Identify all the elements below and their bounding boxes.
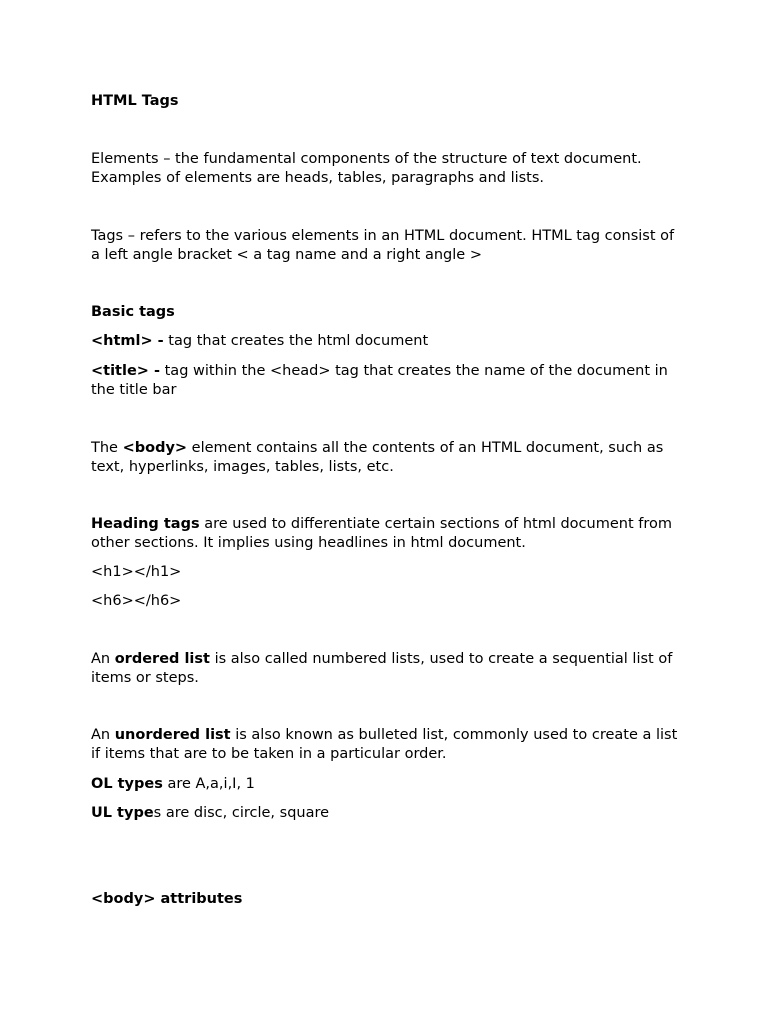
ol-types-line (91, 775, 691, 794)
body-element-text: element contains all the contents of an HTML document, such as (187, 440, 664, 456)
heading-example-h1: <h1></h1> (91, 564, 182, 580)
body-attributes-heading: <body> attributes (91, 891, 243, 907)
html-tag-description (91, 332, 691, 351)
title-tag-label: <title> - (91, 363, 161, 379)
elements-definition-line-2: Examples of elements are heads, tables, paragraphs and lists. (91, 170, 545, 186)
title-tag-description (91, 362, 691, 381)
heading-tags-description-line-2: other sections. It implies using headlines in html document. (91, 535, 526, 551)
tags-definition-line-2: a left angle bracket < a tag name and a right angle > (91, 247, 482, 263)
ordered-list-description-line-2: items or steps. (91, 670, 199, 686)
ordered-list-term: ordered list (114, 651, 210, 667)
basic-tags-heading: Basic tags (91, 304, 175, 320)
unordered-list-text: is also known as bulleted list, commonly used to create a list (230, 727, 678, 743)
ol-types-text: are A,a,i,I, 1 (162, 776, 255, 792)
title-tag-text: tag within the <head> tag that creates the name of the document in (160, 363, 668, 379)
elements-definition-line-1: Elements – the fundamental components of the structure of text document. (91, 151, 642, 167)
heading-tags-term: Heading tags (91, 516, 200, 532)
tags-definition-line-1: Tags – refers to the various elements in an HTML document. HTML tag consist of (91, 228, 675, 244)
ordered-list-description (91, 650, 691, 669)
html-tag-label: <html> - (91, 333, 164, 349)
html-tag-text: tag that creates the html document (163, 333, 429, 349)
body-element-description-line-2: text, hyperlinks, images, tables, lists, etc. (91, 459, 394, 475)
ordered-list-text: is also called numbered lists, used to create a sequential list of (209, 651, 673, 667)
ul-types-text: s are disc, circle, square (153, 805, 330, 821)
unordered-list-term: unordered list (114, 727, 231, 743)
heading-example-h6: <h6></h6> (91, 593, 182, 609)
body-element-description (91, 439, 691, 458)
heading-tags-description (91, 515, 691, 534)
body-element-prefix: The (91, 440, 123, 456)
unordered-list-description (91, 726, 691, 745)
ul-types-term: UL type (91, 805, 154, 821)
ul-types-line (91, 804, 691, 823)
unordered-list-prefix: An (91, 727, 115, 743)
title-tag-description-line-2: the title bar (91, 382, 177, 398)
ol-types-term: OL types (91, 776, 163, 792)
body-element-tag: <body> (122, 440, 188, 456)
heading-tags-text: are used to differentiate certain sections of html document from (199, 516, 672, 532)
ordered-list-prefix: An (91, 651, 115, 667)
unordered-list-description-line-2: if items that are to be taken in a particular order. (91, 746, 447, 762)
document-title: HTML Tags (91, 93, 179, 109)
